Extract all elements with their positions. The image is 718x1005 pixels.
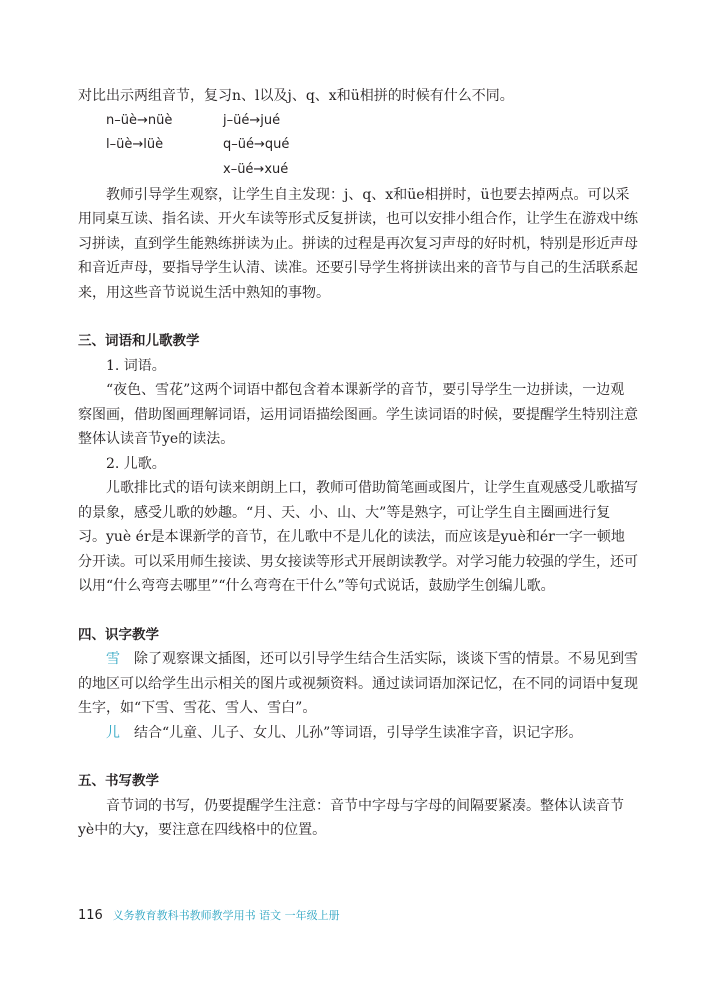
page-footer <box>78 907 340 923</box>
pinyin-comparison <box>106 109 638 183</box>
book-title: 义务教育教科书教师教学用书 语文 一年级上册 <box>112 909 340 922</box>
section-heading-writing: 五、书写教学 <box>78 773 159 789</box>
pinyin-syllable: x–üé→xué <box>223 161 289 177</box>
subsection-title-words: 1. 词语。 <box>106 357 166 374</box>
character-note: 除了观察课文插图，还可以引导学生结合生活实际，谈谈下雪的情景。不易见到雪的地区可以给学生出示相关的图片或视频资料。通过读词语加深记忆，在不同的词语中复现生字，如“下雪、雪花、雪人、雪白”。 <box>78 651 638 716</box>
character-item <box>78 721 638 746</box>
pinyin-syllable: q–üé→qué <box>223 137 290 152</box>
words-paragraph: “夜色、雪花”这两个词语中都包含着本课新学的音节，要引导学生一边拼读，一边观察图画，借助图画理解词语，运用词语描绘图画。学生读词语的时候，要提醒学生特别注意整体认读音节ye的读法。 <box>78 382 638 447</box>
character-label: 雪 <box>106 651 120 667</box>
subsection-title-songs: 2. 儿歌。 <box>106 455 166 472</box>
observation-paragraph: 教师引导学生观察，让学生自主发现：j、q、x和üe相拼时，ü也要去掉两点。可以采用同桌互读、指名读、开火车读等形式反复拼读，也可以安排小组合作，让学生在游戏中练习拼读，直到学生能熟练拼读为止。拼读的过程是再次复习声母的好时机，特别是形近声母和音近声母，要指导学生认清、读准。还要引导学生将拼读出来的音节与自己的生活联系起来，用这些音节说说生活中熟知的事物。 <box>78 186 638 301</box>
intro-paragraph: 对比出示两组音节，复习n、l以及j、q、x和ü相拼的时候有什么不同。 <box>78 88 514 104</box>
character-label: 儿 <box>106 724 120 741</box>
pinyin-syllable: j–üé→jué <box>223 112 281 128</box>
writing-paragraph: 音节词的书写，仍要提醒学生注意：音节中字母与字母的间隔要紧凑。整体认读音节yè中的大y，要注意在四线格中的位置。 <box>78 797 624 838</box>
character-note: 结合“儿童、儿子、女儿、儿孙”等词语，引导学生读准字音，识记字形。 <box>134 724 583 741</box>
pinyin-syllable: l–üè→lüè <box>106 137 164 152</box>
page-number: 116 <box>78 908 103 923</box>
section-heading-characters: 四、识字教学 <box>78 626 159 643</box>
pinyin-syllable: n–üè→nüè <box>106 112 173 128</box>
section-heading-words-songs: 三、词语和儿歌教学 <box>78 333 200 349</box>
page-content <box>78 84 638 843</box>
songs-paragraph: 儿歌排比式的语句读来朗朗上口，教师可借助简笔画或图片，让学生直观感受儿歌描写的景象，感受儿歌的妙趣。“月、天、小、山、大”等是熟字，可让学生自主圈画进行复习。yuè ér是本课新学的音节，在儿歌中不是儿化的读法，而应该是yuè和ér一字一顿地分开读。可以采用师生接读、男女接读等形式开展朗读教学。对学习能力较强的学生，还可以用“什么弯弯去哪里”“什么弯弯在干什么”等句式说话，鼓励学生创编儿歌。 <box>78 480 638 594</box>
character-item <box>78 647 638 721</box>
